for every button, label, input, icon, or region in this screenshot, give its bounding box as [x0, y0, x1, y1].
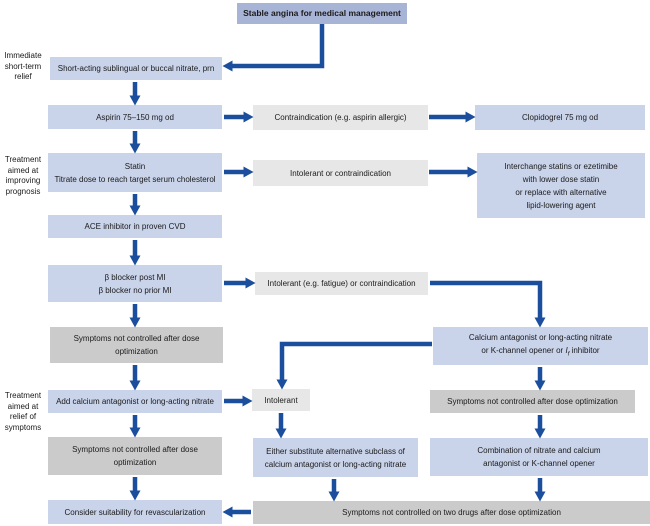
node-interchange-statins [477, 153, 645, 218]
node-line: calcium antagonist or long-acting nitrate [264, 459, 407, 469]
node-clopidogrel: Clopidogrel 75 mg od [475, 105, 645, 130]
node-symptoms-two-drugs: Symptoms not controlled on two drugs after dose optimization [253, 501, 650, 524]
side-label-line: Immediate [4, 51, 42, 60]
node-combination-nitrate-calcium [430, 438, 648, 476]
side-label-line: aimed at [7, 165, 39, 175]
node-symptoms-not-controlled-3 [48, 437, 222, 475]
node-line: optimization [113, 458, 157, 467]
side-label-line: prognosis [5, 186, 41, 196]
node-line: with lower dose statin [522, 174, 600, 184]
side-label-line: Treatment [4, 155, 42, 164]
node-line: β blocker post MI [104, 272, 166, 282]
node-line: Interchange statins or ezetimibe [504, 161, 618, 171]
node-line: Calcium antagonist or long-acting nitrate [468, 332, 613, 342]
side-label-line: short-term [4, 61, 42, 71]
side-label-line: improving [5, 176, 41, 185]
node-line: Either substitute alternative subclass of [266, 446, 405, 456]
side-label-immediate-relief [0, 51, 46, 83]
node-contraindication-aspirin: Contraindication (e.g. aspirin allergic) [253, 105, 428, 130]
node-beta-blocker [48, 265, 222, 302]
node-line: Statin [124, 161, 146, 171]
side-label-line: symptoms [4, 422, 42, 432]
node-statin [48, 153, 222, 192]
side-label-line: aimed at [7, 401, 39, 411]
node-short-acting-nitrate: Short-acting sublingual or buccal nitrate, prn [50, 57, 222, 80]
arrow-calcium-to-intolerant [282, 344, 432, 380]
node-line-part: I [565, 345, 568, 355]
node-calcium-antagonist [433, 327, 648, 365]
side-label-improving-prognosis [0, 155, 46, 197]
node-line: optimization [115, 347, 158, 356]
side-label-line: relief of [9, 412, 37, 421]
node-line [481, 344, 599, 362]
node-line: or replace with alternative [515, 187, 607, 197]
arrow-title-to-short-acting [232, 24, 322, 66]
node-intolerant-or-contraindication: Intolerant or contraindication [253, 160, 428, 186]
node-line-part: or K-channel opener or [481, 345, 566, 355]
node-line: Titrate dose to reach target serum cholesterol [54, 174, 216, 184]
node-aspirin: Aspirin 75–150 mg od [48, 105, 222, 129]
node-intolerant-fatigue: Intolerant (e.g. fatigue) or contraindication [255, 272, 428, 295]
node-line: Combination of nitrate and calcium [477, 446, 601, 455]
node-line: Symptoms not controlled after dose [72, 445, 198, 454]
node-line-part: f [567, 351, 570, 358]
node-intolerant: Intolerant [252, 389, 310, 411]
node-line: Symptoms not controlled after dose [73, 334, 200, 343]
node-line: β blocker no prior MI [98, 285, 172, 295]
side-label-line: relief [14, 72, 32, 81]
node-line: antagonist or K-channel opener [483, 459, 595, 468]
node-symptoms-not-controlled-2: Symptoms not controlled after dose optimization [430, 390, 635, 413]
node-symptoms-not-controlled-1 [50, 327, 223, 363]
node-ace-inhibitor: ACE inhibitor in proven CVD [48, 215, 222, 238]
node-stable-angina: Stable angina for medical management [237, 3, 407, 24]
node-consider-revascularization: Consider suitability for revascularization [48, 500, 222, 524]
node-line-part: inhibitor [569, 345, 600, 355]
node-line: lipid-lowering agent [526, 200, 596, 210]
side-label-line: Treatment [4, 391, 42, 400]
side-label-relief-of-symptoms [0, 391, 46, 433]
arrow-intolerant-fatigue-to-calcium [430, 283, 540, 318]
node-add-calcium-antagonist: Add calcium antagonist or long-acting nitrate [48, 390, 222, 413]
node-either-substitute [253, 438, 418, 477]
